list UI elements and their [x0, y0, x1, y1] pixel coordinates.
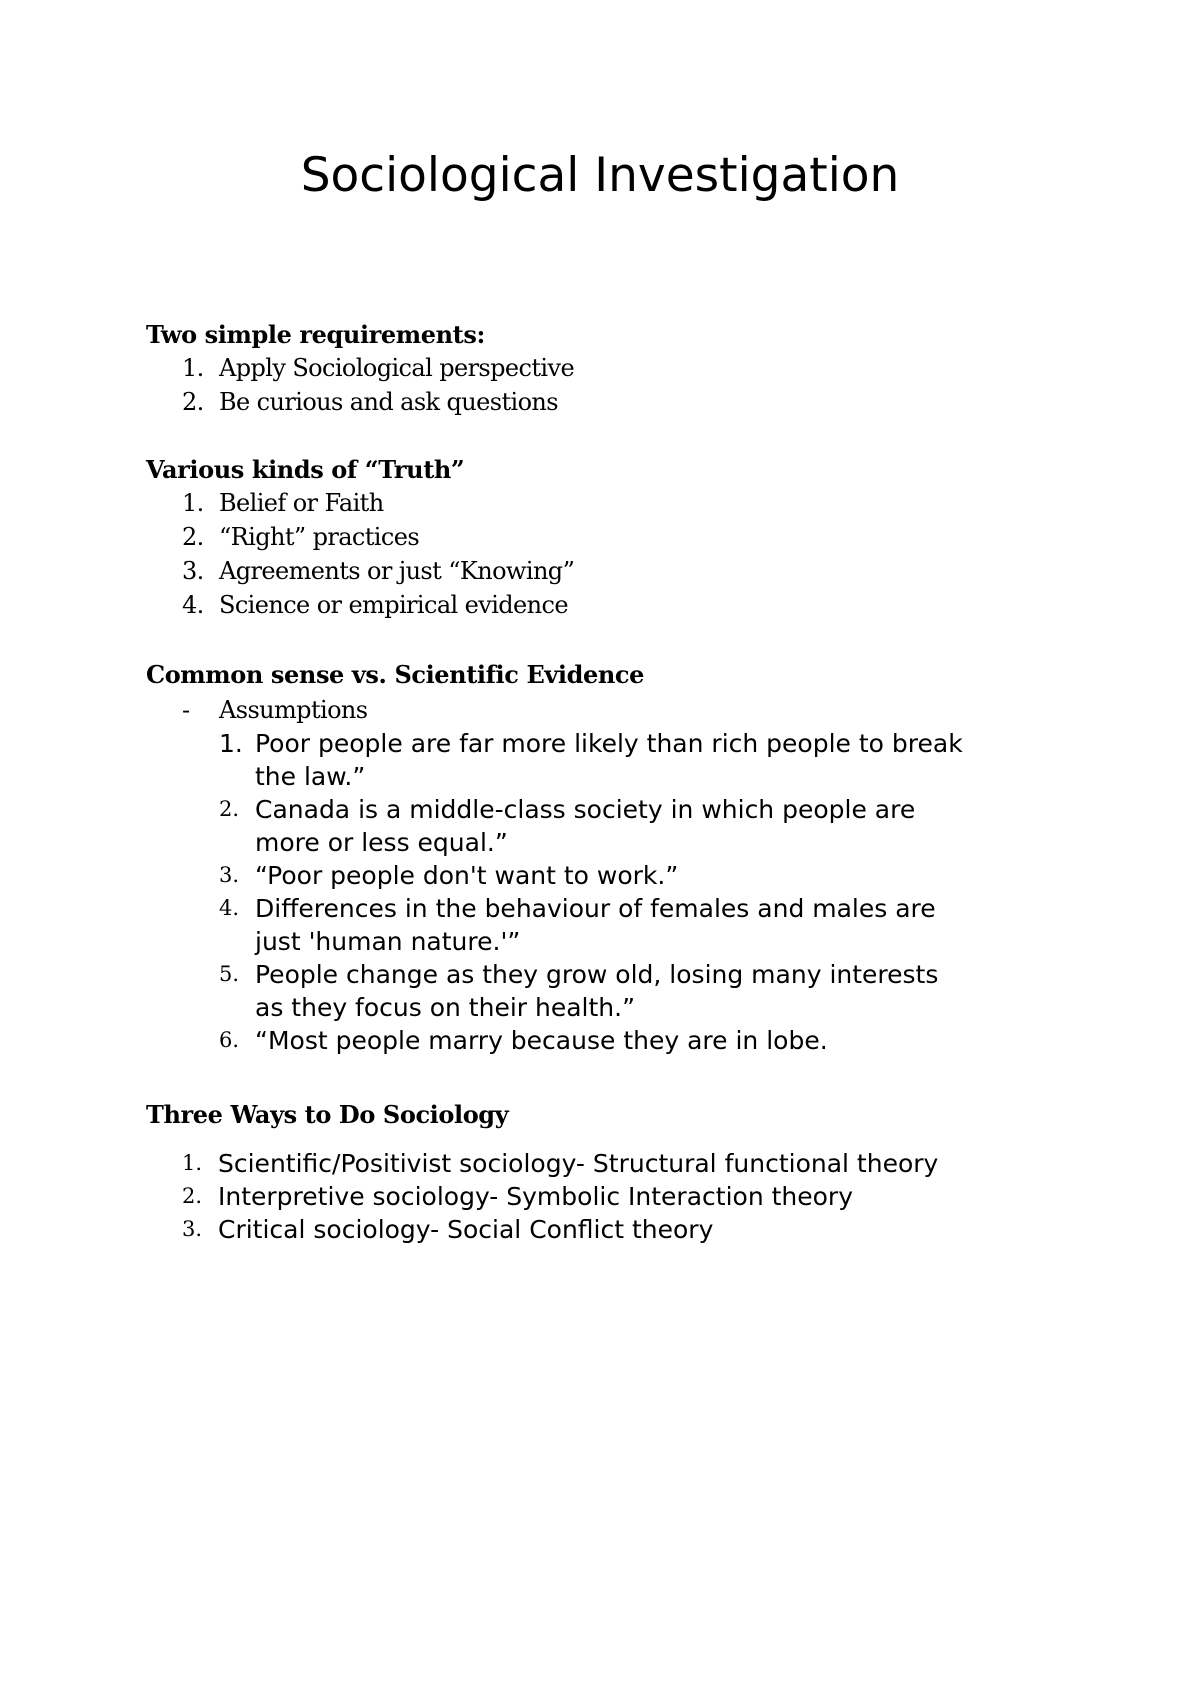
assumptions-list [219, 727, 963, 1057]
list-item: 3. “Poor people don't want to work.” [219, 861, 679, 890]
list-item: 6. “Most people marry because they are in lobe. [219, 1026, 828, 1055]
list-item: 2. Interpretive sociology- Symbolic Interaction theory [182, 1182, 854, 1211]
document-title: Sociological Investigation [300, 148, 900, 203]
assumptions-label: Assumptions [219, 696, 368, 724]
list-item: 1. Belief or Faith [182, 489, 384, 517]
heading-truth: Various kinds of “Truth” [146, 455, 465, 484]
list-item: 4. Differences in the behaviour of females and males are just 'human nature.'” [219, 894, 936, 956]
heading-requirements: Two simple requirements: [146, 320, 485, 349]
list-item: 2. Be curious and ask questions [182, 388, 559, 416]
list-item: 3. Agreements or just “Knowing” [182, 557, 575, 585]
list-item: 1. Scientific/Positivist sociology- Structural functional theory [182, 1149, 939, 1178]
dash-bullet: - [182, 696, 190, 724]
truth-list [146, 486, 574, 622]
list-item: 2. Canada is a middle-class society in which people are more or less equal.” [219, 795, 916, 857]
heading-three-ways: Three Ways to Do Sociology [146, 1100, 509, 1129]
list-item: 2. “Right” practices [182, 523, 420, 551]
list-item: 4. Science or empirical evidence [182, 591, 568, 619]
list-item: 3. Critical sociology- Social Conflict theory [182, 1215, 714, 1244]
heading-common-sense: Common sense vs. Scientific Evidence [146, 660, 644, 689]
list-item: 1. Apply Sociological perspective [182, 354, 575, 382]
requirements-list [146, 351, 574, 419]
list-item: 1. Poor people are far more likely than rich people to break the law.” [219, 729, 963, 791]
list-item: 5. People change as they grow old, losing many interests as they focus on their health.” [219, 960, 939, 1022]
three-ways-list [182, 1147, 938, 1246]
